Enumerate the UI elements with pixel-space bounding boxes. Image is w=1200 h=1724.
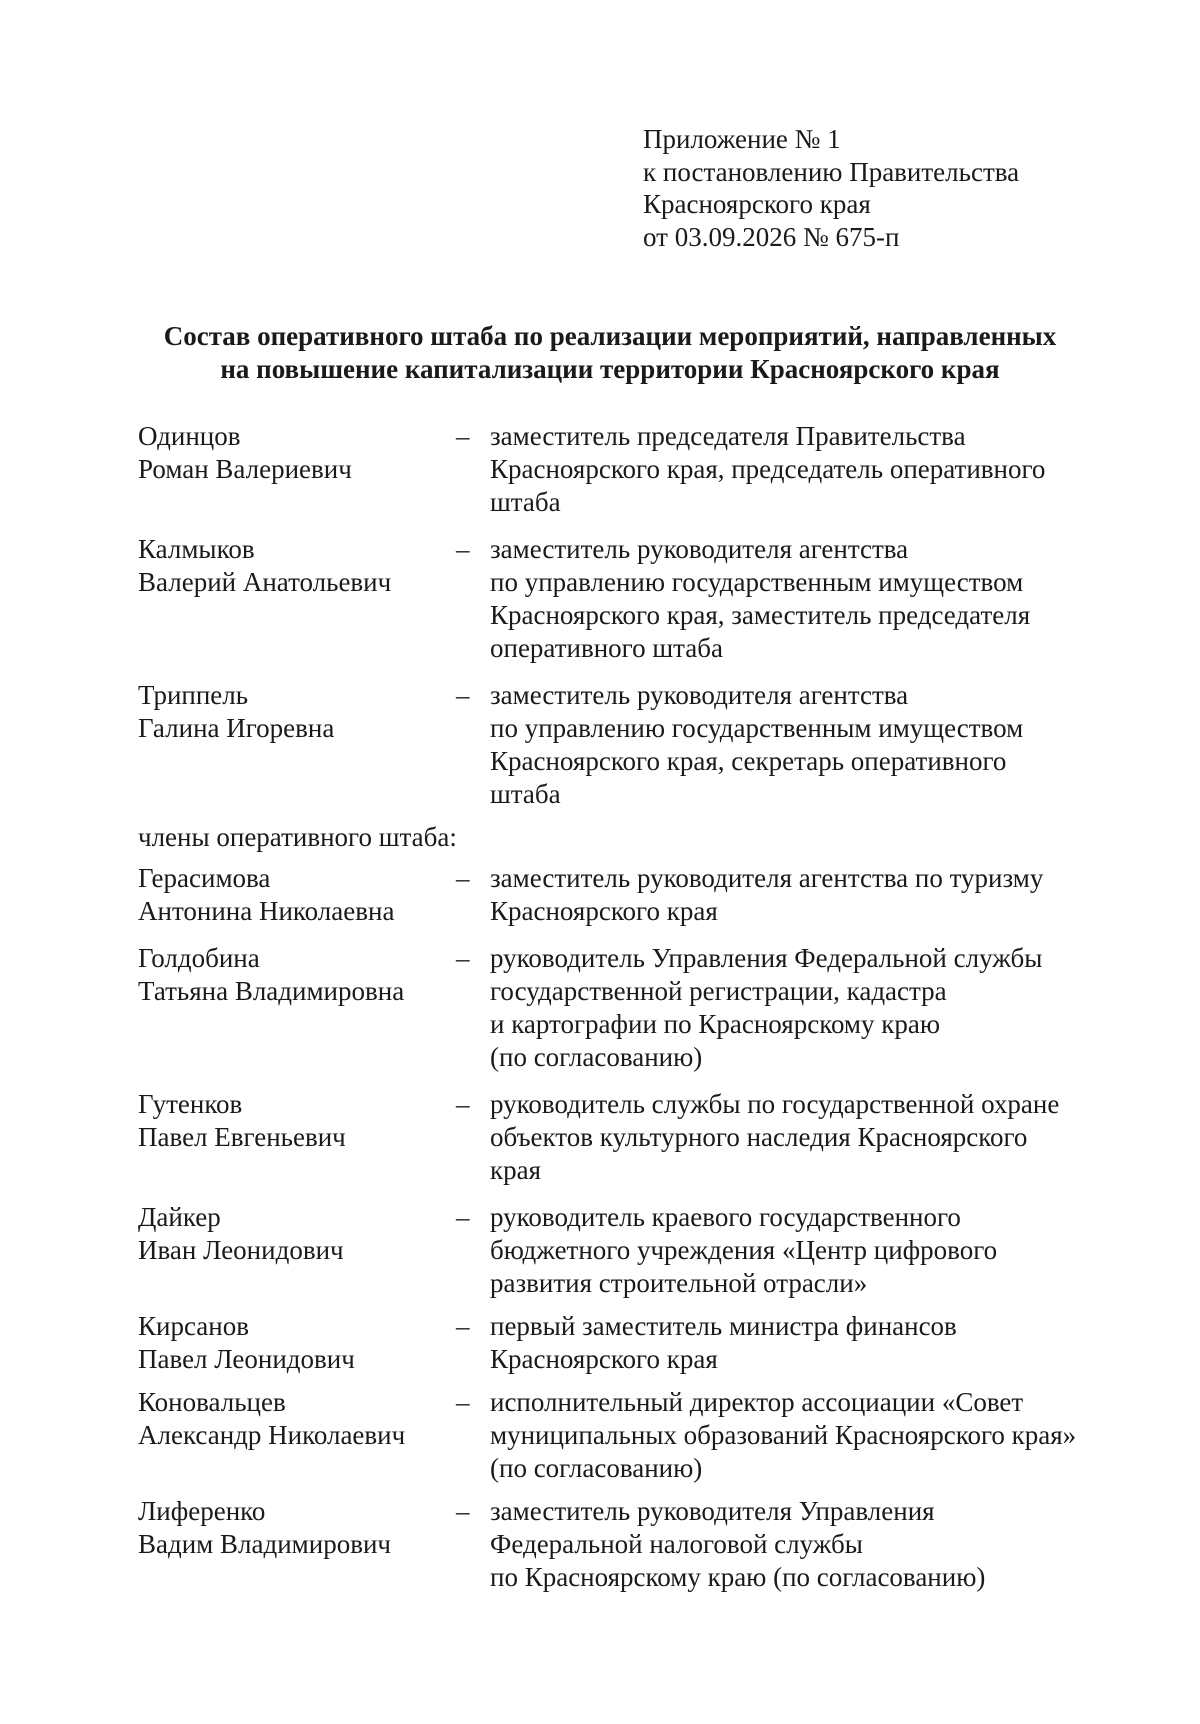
roster-entry [138,420,1118,519]
person-role [490,533,1118,665]
role-line: руководитель службы по государственной охране [490,1089,1060,1119]
person-name [138,679,456,745]
person-given-names: Татьяна Владимировна [138,976,405,1006]
role-line: руководитель краевого государственного [490,1202,961,1232]
person-surname: Одинцов [138,421,241,451]
separator-dash: – [456,534,470,564]
roster-entry [138,1310,1118,1376]
person-given-names: Антонина Николаевна [138,896,395,926]
roster-entry [138,679,1118,811]
separator-dash: – [456,1089,470,1119]
person-surname: Триппель [138,680,249,710]
role-line: (по согласованию) [490,1453,703,1483]
roster-entry [138,942,1118,1074]
role-line: края [490,1155,542,1185]
person-name [138,942,456,1008]
role-line: объектов культурного наследия Красноярского [490,1122,1028,1152]
role-line: заместитель руководителя Управления [490,1496,935,1526]
person-role [490,1088,1118,1187]
role-line: Красноярского края [490,896,718,926]
title-line: Состав оперативного штаба по реализации мероприятий, направленных [163,321,1057,351]
person-surname: Калмыков [138,534,255,564]
roster-entry [138,1386,1118,1485]
roster-entry [138,862,1118,928]
separator-dash: – [456,1387,470,1417]
person-surname: Герасимова [138,863,271,893]
role-line: заместитель руководителя агентства по туризму [490,863,1044,893]
appendix-header [643,123,1019,253]
person-role [490,862,1118,928]
role-line: исполнительный директор ассоциации «Совет [490,1387,1024,1417]
separator-dash: – [456,421,470,451]
role-line: заместитель руководителя агентства [490,534,909,564]
appendix-line: к постановлению Правительства [643,156,1020,187]
role-line: по Красноярскому краю (по согласованию) [490,1562,986,1592]
staff-roster [138,420,1118,1594]
person-given-names: Иван Леонидович [138,1235,344,1265]
role-line: по управлению государственным имуществом [490,567,1024,597]
role-line: бюджетного учреждения «Центр цифрового [490,1235,998,1265]
role-line: и картографии по Красноярскому краю [490,1009,941,1039]
role-line: муниципальных образований Красноярского края» [490,1420,1077,1450]
person-role [490,1310,1118,1376]
person-given-names: Александр Николаевич [138,1420,406,1450]
title-line: на повышение капитализации территории Красноярского края [220,354,1000,384]
person-surname: Кирсанов [138,1311,249,1341]
person-surname: Гутенков [138,1089,243,1119]
separator-dash: – [456,1311,470,1341]
role-line: Красноярского края, секретарь оперативного [490,746,1007,776]
person-name [138,1386,456,1452]
role-line: развития строительной отрасли» [490,1268,868,1298]
roster-entry [138,533,1118,665]
person-name [138,1088,456,1154]
separator-dash: – [456,680,470,710]
person-surname: Лиференко [138,1496,266,1526]
role-line: штаба [490,487,561,517]
person-given-names: Павел Евгеньевич [138,1122,346,1152]
role-line: Красноярского края, заместитель председателя [490,600,1031,630]
role-line: первый заместитель министра финансов [490,1311,957,1341]
person-role [490,1386,1118,1485]
person-name [138,533,456,599]
role-line: по управлению государственным имуществом [490,713,1024,743]
role-line: Красноярского края [490,1344,718,1374]
separator-dash: – [456,863,470,893]
person-name [138,1310,456,1376]
role-line: оперативного штаба [490,633,723,663]
role-line: Красноярского края, председатель оперативного [490,454,1046,484]
person-name [138,420,456,486]
person-given-names: Вадим Владимирович [138,1529,391,1559]
role-line: штаба [490,779,561,809]
role-line: заместитель председателя Правительства [490,421,966,451]
appendix-line: от 03.09.2026 № 675-п [643,221,900,252]
separator-dash: – [456,1496,470,1526]
person-given-names: Галина Игоревна [138,713,335,743]
separator-dash: – [456,943,470,973]
person-given-names: Роман Валериевич [138,454,352,484]
person-role [490,942,1118,1074]
role-line: Федеральной налоговой службы [490,1529,863,1559]
person-surname: Голдобина [138,943,260,973]
appendix-line: Красноярского края [643,189,871,219]
role-line: заместитель руководителя агентства [490,680,909,710]
roster-entry [138,1201,1118,1300]
person-given-names: Валерий Анатольевич [138,567,392,597]
person-name [138,862,456,928]
separator-dash: – [456,1202,470,1232]
person-role [490,679,1118,811]
role-line: государственной регистрации, кадастра [490,976,947,1006]
role-line: (по согласованию) [490,1042,703,1072]
members-header: члены оперативного штаба: [138,822,457,852]
document-title [120,320,1100,386]
roster-entry [138,1495,1118,1594]
roster-entry [138,1088,1118,1187]
person-role [490,1495,1118,1594]
person-name [138,1201,456,1267]
person-role [490,420,1118,519]
role-line: руководитель Управления Федеральной службы [490,943,1043,973]
appendix-line: Приложение № 1 [643,124,841,154]
person-surname: Дайкер [138,1202,221,1232]
person-name [138,1495,456,1561]
person-surname: Коновальцев [138,1387,286,1417]
person-given-names: Павел Леонидович [138,1344,355,1374]
person-role [490,1201,1118,1300]
